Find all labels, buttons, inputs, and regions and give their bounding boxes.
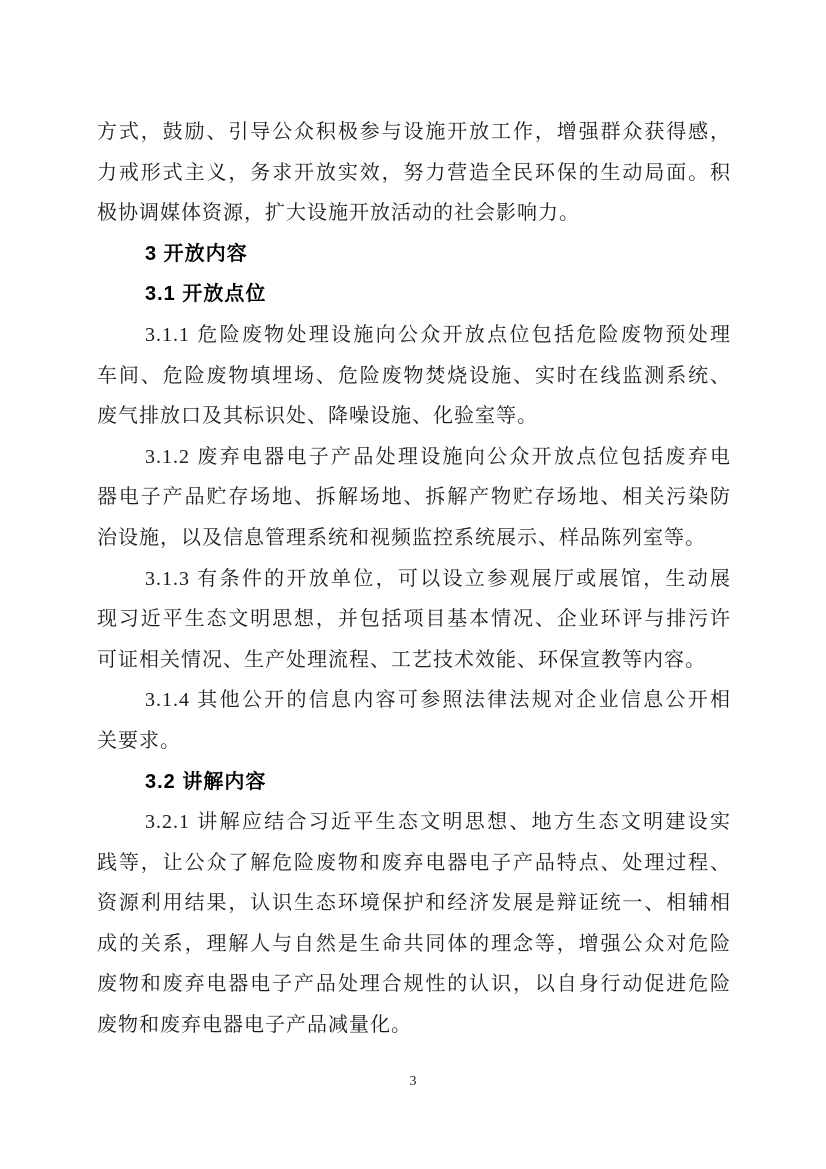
text-line: 3.1 开放点位 xyxy=(145,283,267,306)
text-line: 关要求。 xyxy=(97,729,181,752)
text-line: 3.2 讲解内容 xyxy=(145,770,267,793)
body-paragraph xyxy=(97,559,731,681)
body-paragraph xyxy=(97,315,731,437)
text-line: 方式，鼓励、引导公众积极参与设施开放工作，增强群众获得感， xyxy=(97,121,731,143)
text-line: 废物和废弃电器电子产品减量化。 xyxy=(97,1014,412,1037)
text-line: 成的关系，理解人与自然是生命共同体的理念等，增强公众对危险 xyxy=(97,932,731,955)
text-line: 3.2.1 讲解应结合习近平生态文明思想、地方生态文明建设实 xyxy=(145,811,731,834)
text-line: 3.1.1 危险废物处理设施向公众开放点位包括危险废物预处理 xyxy=(145,323,731,346)
page-footer xyxy=(0,1072,826,1092)
body-paragraph xyxy=(97,112,731,234)
text-line: 极协调媒体资源，扩大设施开放活动的社会影响力。 xyxy=(97,202,580,225)
text-line: 3.1.3 有条件的开放单位，可以设立参观展厅或展馆，生动展 xyxy=(145,567,731,590)
section-heading xyxy=(97,762,731,803)
text-line: 车间、危险废物填埋场、危险废物焚烧设施、实时在线监测系统、 xyxy=(97,364,731,387)
body-paragraph xyxy=(97,437,731,559)
text-line: 3.1.2 废弃电器电子产品处理设施向公众开放点位包括废弃电 xyxy=(145,445,731,468)
text-line: 器电子产品贮存场地、拆解场地、拆解产物贮存场地、相关污染防 xyxy=(97,486,731,509)
text-line: 力戒形式主义，务求开放实效，努力营造全民环保的生动局面。积 xyxy=(97,161,731,184)
text-line: 践等，让公众了解危险废物和废弃电器电子产品特点、处理过程、 xyxy=(97,851,731,874)
text-line: 治设施，以及信息管理系统和视频监控系统展示、样品陈列室等。 xyxy=(97,526,706,549)
body-paragraph xyxy=(97,802,731,1046)
text-line: 资源利用结果，认识生态环境保护和经济发展是辩证统一、相辅相 xyxy=(97,892,731,915)
text-line: 现习近平生态文明思想，并包括项目基本情况、企业环评与排污许 xyxy=(97,608,731,631)
text-line: 可证相关情况、生产处理流程、工艺技术效能、环保宣教等内容。 xyxy=(97,648,706,671)
text-line: 3 开放内容 xyxy=(145,242,248,265)
text-line: 3.1.4 其他公开的信息内容可参照法律法规对企业信息公开相 xyxy=(145,689,731,712)
document-body xyxy=(97,112,731,1046)
section-heading xyxy=(97,234,731,275)
section-heading xyxy=(97,274,731,315)
body-paragraph xyxy=(97,680,731,761)
text-line: 废气排放口及其标识处、降噪设施、化验室等。 xyxy=(97,405,538,428)
page-number: 3 xyxy=(409,1074,417,1089)
text-line: 废物和废弃电器电子产品处理合规性的认识，以自身行动促进危险 xyxy=(97,973,731,996)
